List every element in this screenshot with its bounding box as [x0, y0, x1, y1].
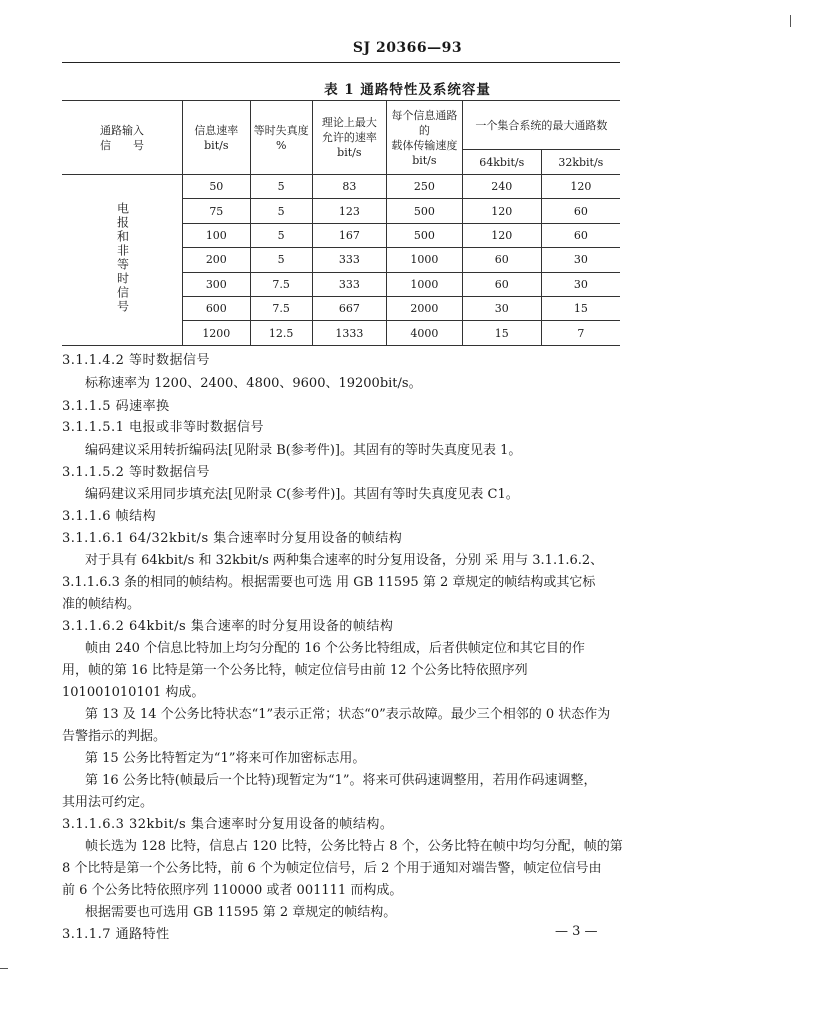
section-heading: 3.1.1.5 码速率换: [62, 399, 170, 414]
table-cell: 333: [312, 272, 386, 296]
section-heading: 3.1.1.5.2 等时数据信号: [62, 465, 211, 480]
table-cell: 5: [250, 223, 312, 247]
table-cell: 120: [462, 223, 541, 247]
table-body: [62, 175, 620, 346]
header-distortion: 等时失真度 %: [250, 101, 312, 175]
header-input-signal: 通路输入 信 号: [62, 101, 183, 175]
table-cell: 7.5: [250, 296, 312, 320]
table-cell: 30: [541, 272, 620, 296]
table-cell: 5: [250, 199, 312, 223]
paragraph-line: 前 6 个公务比特依照序列 110000 或者 001111 而构成。: [62, 883, 403, 898]
table-cell: 167: [312, 223, 386, 247]
table-cell: 30: [541, 248, 620, 272]
paragraph-line: 编码建议采用同步填充法[见附录 C(参考件)]。其固有等时失真度见表 C1。: [85, 487, 519, 502]
table-cell: 667: [312, 296, 386, 320]
table-cell: 250: [386, 175, 462, 199]
table-cell: 60: [541, 223, 620, 247]
paragraph-line: 标称速率为 1200、2400、4800、9600、19200bit/s。: [85, 376, 422, 391]
table-cell: 1000: [386, 272, 462, 296]
table-cell: 240: [462, 175, 541, 199]
table-cell: 7.5: [250, 272, 312, 296]
paragraph-line: 帧长选为 128 比特，信息占 120 比特，公务比特占 8 个，公务比特在帧中均匀分配，帧的第: [85, 839, 623, 854]
table-cell: 5: [250, 248, 312, 272]
table-cell: 60: [462, 272, 541, 296]
section-heading: 3.1.1.6.3 32kbit/s 集合速率时分复用设备的帧结构。: [62, 817, 394, 832]
table-cell: 1333: [312, 321, 386, 345]
paragraph-line: 101001010101 构成。: [62, 685, 205, 700]
table-cell: 12.5: [250, 321, 312, 345]
scan-mark: [0, 968, 8, 969]
header-max-channels: 一个集合系统的最大通路数: [462, 101, 620, 150]
page-number: — 3 —: [555, 924, 598, 939]
table-cell: 83: [312, 175, 386, 199]
paragraph-line: 准的帧结构。: [62, 597, 141, 612]
table-cell: 500: [386, 223, 462, 247]
section-heading: 3.1.1.4.2 等时数据信号: [62, 353, 211, 368]
table-cell: 5: [250, 175, 312, 199]
table-cell: 15: [462, 321, 541, 345]
table-caption: 表 1 通路特性及系统容量: [324, 82, 491, 98]
paragraph-line: 第 16 公务比特(帧最后一个比特)现暂定为“1”。将来可供码速调整用，若用作码速调整，: [85, 773, 597, 788]
row-group-label: 电报和非等时信号: [62, 175, 183, 346]
header-64kbit: 64kbit/s: [462, 150, 541, 175]
header-32kbit: 32kbit/s: [541, 150, 620, 175]
paragraph-line: 用，帧的第 16 比特是第一个公务比特，帧定位信号由前 12 个公务比特依照序列: [62, 663, 528, 678]
table-cell: 60: [462, 248, 541, 272]
paragraph-line: 其用法可约定。: [62, 795, 154, 810]
table-cell: 120: [541, 175, 620, 199]
standard-number: SJ 20366—93: [352, 40, 463, 56]
header-rate: 信息速率 bit/s: [183, 101, 251, 175]
header-rule: [62, 62, 620, 63]
table-cell: 4000: [386, 321, 462, 345]
paragraph-line: 3.1.1.6.3 条的相同的帧结构。根据需要也可选 用 GB 11595 第 2 章规定的帧结构或其它标: [62, 575, 596, 590]
table-cell: 120: [462, 199, 541, 223]
table-cell: 7: [541, 321, 620, 345]
table-cell: 15: [541, 296, 620, 320]
table-cell: 2000: [386, 296, 462, 320]
paragraph-line: 8 个比特是第一个公务比特，前 6 个为帧定位信号，后 2 个用于通知对端告警，帧定位信号由: [62, 861, 602, 876]
table-cell: 1200: [183, 321, 251, 345]
header-max-rate: 理论上最大 允许的速率 bit/s: [312, 101, 386, 175]
table-cell: 500: [386, 199, 462, 223]
section-heading: 3.1.1.6.2 64kbit/s 集合速率的时分复用设备的帧结构: [62, 619, 394, 634]
table-cell: 123: [312, 199, 386, 223]
paragraph-line: 第 13 及 14 个公务比特状态“1”表示正常；状态“0”表示故障。最少三个相邻的 0 状态作为: [85, 707, 611, 722]
table-row: [62, 175, 620, 199]
table-cell: 1000: [386, 248, 462, 272]
section-heading: 3.1.1.7 通路特性: [62, 927, 170, 942]
section-heading: 3.1.1.6.1 64/32kbit/s 集合速率时分复用设备的帧结构: [62, 531, 403, 546]
table-cell: 75: [183, 199, 251, 223]
header-carrier-rate: 每个信息通路的 载体传输速度 bit/s: [386, 101, 462, 175]
paragraph-line: 根据需要也可选用 GB 11595 第 2 章规定的帧结构。: [85, 905, 397, 920]
table-cell: 300: [183, 272, 251, 296]
paragraph-line: 对于具有 64kbit/s 和 32kbit/s 两种集合速率的时分复用设备，分别 采 用与 3.1.1.6.2、: [85, 553, 604, 568]
paragraph-line: 帧由 240 个信息比特加上均匀分配的 16 个公务比特组成，后者供帧定位和其它目的作: [85, 641, 585, 656]
table-cell: 333: [312, 248, 386, 272]
table-cell: 600: [183, 296, 251, 320]
paragraph-line: 第 15 公务比特暂定为“1”将来可作加密标志用。: [85, 751, 366, 766]
table-cell: 200: [183, 248, 251, 272]
table-cell: 60: [541, 199, 620, 223]
section-heading: 3.1.1.5.1 电报或非等时数据信号: [62, 420, 265, 435]
table-cell: 100: [183, 223, 251, 247]
paragraph-line: 编码建议采用转折编码法[见附录 B(参考件)]。其固有的等时失真度见表 1。: [85, 443, 522, 458]
channel-capacity-table: [62, 100, 620, 346]
table-cell: 50: [183, 175, 251, 199]
paragraph-line: 告警指示的判据。: [62, 729, 167, 744]
table-cell: 30: [462, 296, 541, 320]
scan-mark: [790, 15, 791, 27]
section-heading: 3.1.1.6 帧结构: [62, 509, 157, 524]
